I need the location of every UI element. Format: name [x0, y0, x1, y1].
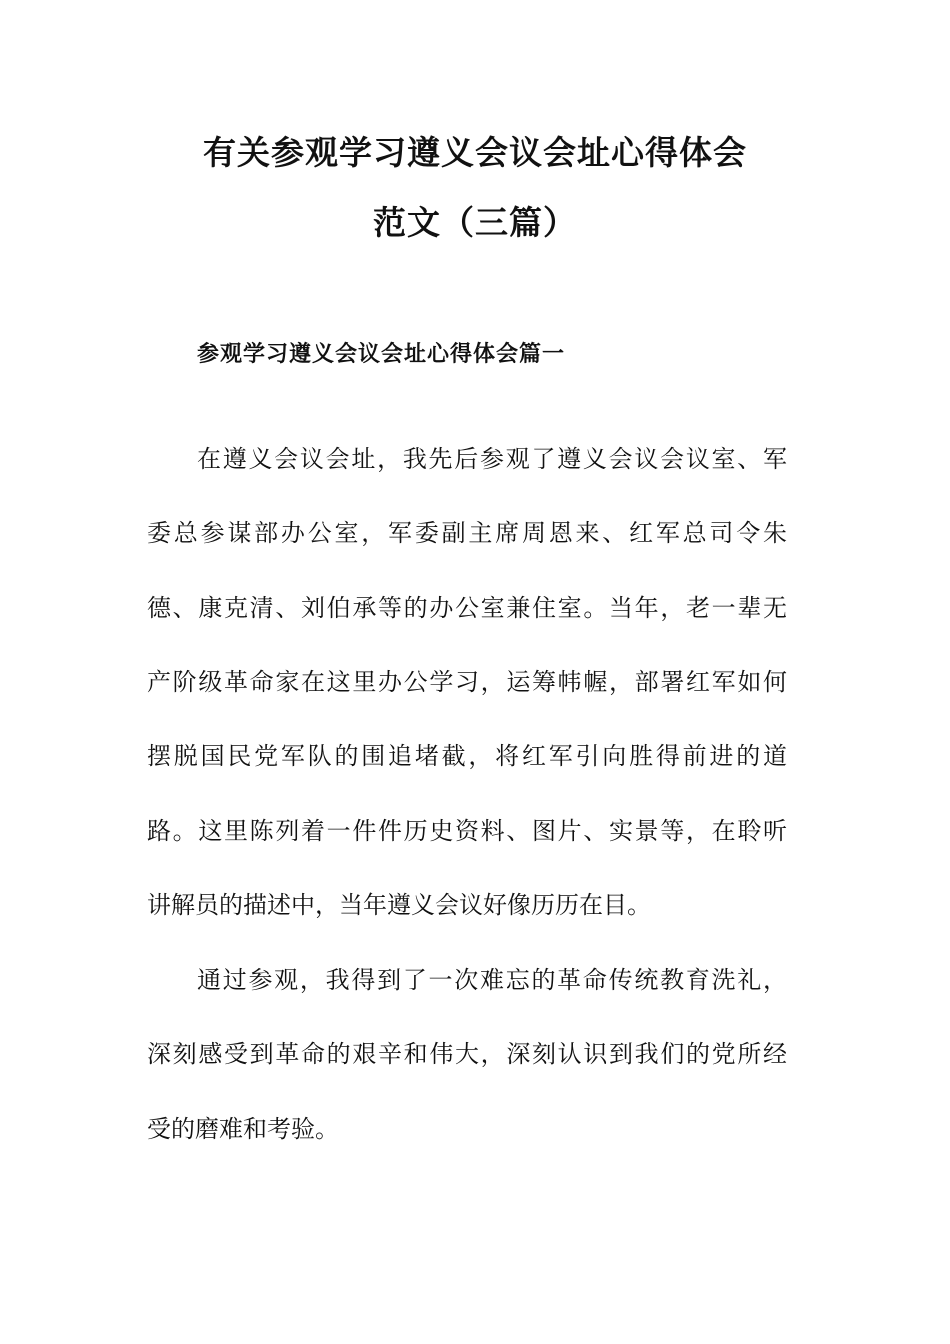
paragraph-2-line: 深刻感受到革命的艰辛和伟大，深刻认识到我们的党所经	[147, 1040, 787, 1068]
paragraph-1-line: 德、康克清、刘伯承等的办公室兼住室。当年，老一辈无	[147, 594, 787, 622]
paragraph-1-line: 在遵义会议会址，我先后参观了遵义会议会议室、军	[197, 445, 787, 473]
paragraph-1-line: 讲解员的描述中，当年遵义会议好像历历在目。	[147, 891, 651, 919]
paragraph-1-line: 委总参谋部办公室，军委副主席周恩来、红军总司令朱	[147, 519, 787, 547]
document-title-line-1: 有关参观学习遵义会议会址心得体会	[203, 133, 747, 172]
paragraph-1-line: 摆脱国民党军队的围追堵截，将红军引向胜得前进的道	[147, 742, 787, 770]
section-heading: 参观学习遵义会议会址心得体会篇一	[197, 342, 566, 367]
document-title-line-2: 范文（三篇）	[373, 203, 577, 242]
paragraph-2-line: 通过参观，我得到了一次难忘的革命传统教育洗礼，	[197, 966, 787, 994]
paragraph-1-line: 路。这里陈列着一件件历史资料、图片、实景等，在聆听	[147, 817, 787, 845]
paragraph-2-line: 受的磨难和考验。	[147, 1115, 339, 1143]
paragraph-1-line: 产阶级革命家在这里办公学习，运筹帏幄，部署红军如何	[147, 668, 787, 696]
